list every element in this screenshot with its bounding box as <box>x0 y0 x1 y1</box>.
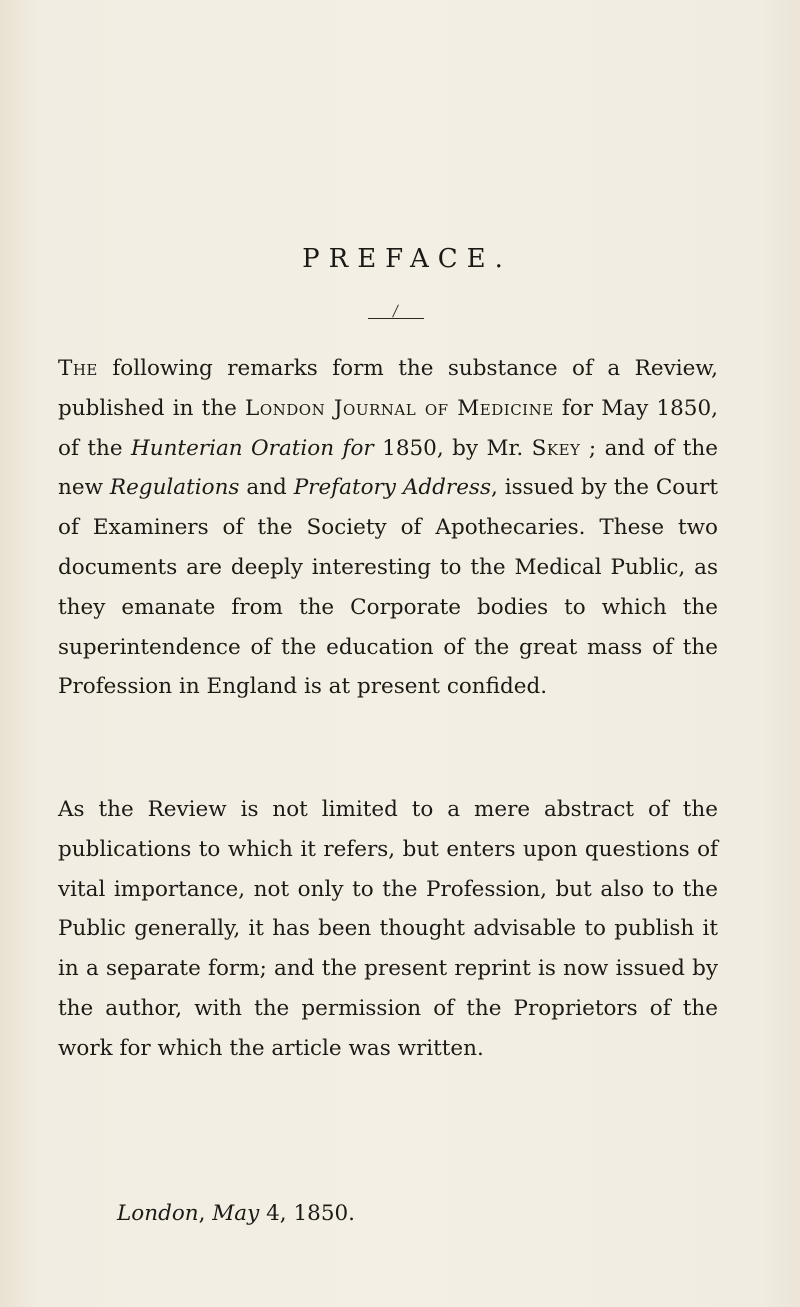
dateline-place: London <box>117 1201 199 1226</box>
paragraph-1-part1: following remarks form the substance of a Review, published in the <box>58 356 718 421</box>
page-title: PREFACE. <box>302 244 512 274</box>
paragraph-1-part6: , issued by the Court of Examiners of the Society of Apothecaries. These two documents are deeply interesting to the Medical Public, as they emanate from the Corporate bodies to which the superintendence of the education of the great mass of the Profession in England is at present confided. <box>58 475 718 700</box>
paragraph-1-part2: for May 1850, of the <box>58 395 718 461</box>
author-name: Skey <box>531 435 581 461</box>
address-title: Prefatory Address <box>293 475 491 501</box>
paragraph-1-lead: The <box>58 356 98 381</box>
title-divider <box>368 318 424 319</box>
divider-mark <box>392 304 399 317</box>
paragraph-1-part3: 1850, by Mr. <box>373 435 532 461</box>
dateline-rest: 4, 1850. <box>259 1201 356 1226</box>
journal-name: London Journal of Medicine <box>245 395 554 421</box>
paragraph-2: As the Review is not limited to a mere abstract of the publications to which it refers, but enters upon questions of vital importance, not only to the Profession, but also to the Public generally, it has been thought advisable to publish it in a separate form; and the present reprint is now issued by the author, with the permission of the Proprietors of the work for which the article was written. <box>58 797 718 1061</box>
dateline-month: May <box>212 1201 260 1226</box>
paragraph-1-part5: and <box>239 475 294 501</box>
dateline: London, May 4, 1850. <box>117 1201 356 1226</box>
regulations-title: Regulations <box>109 475 240 501</box>
paragraph-1-part4: ; and of the new <box>58 435 718 501</box>
paragraph-1 <box>58 349 718 707</box>
oration-title: Hunterian Oration for <box>130 435 374 461</box>
